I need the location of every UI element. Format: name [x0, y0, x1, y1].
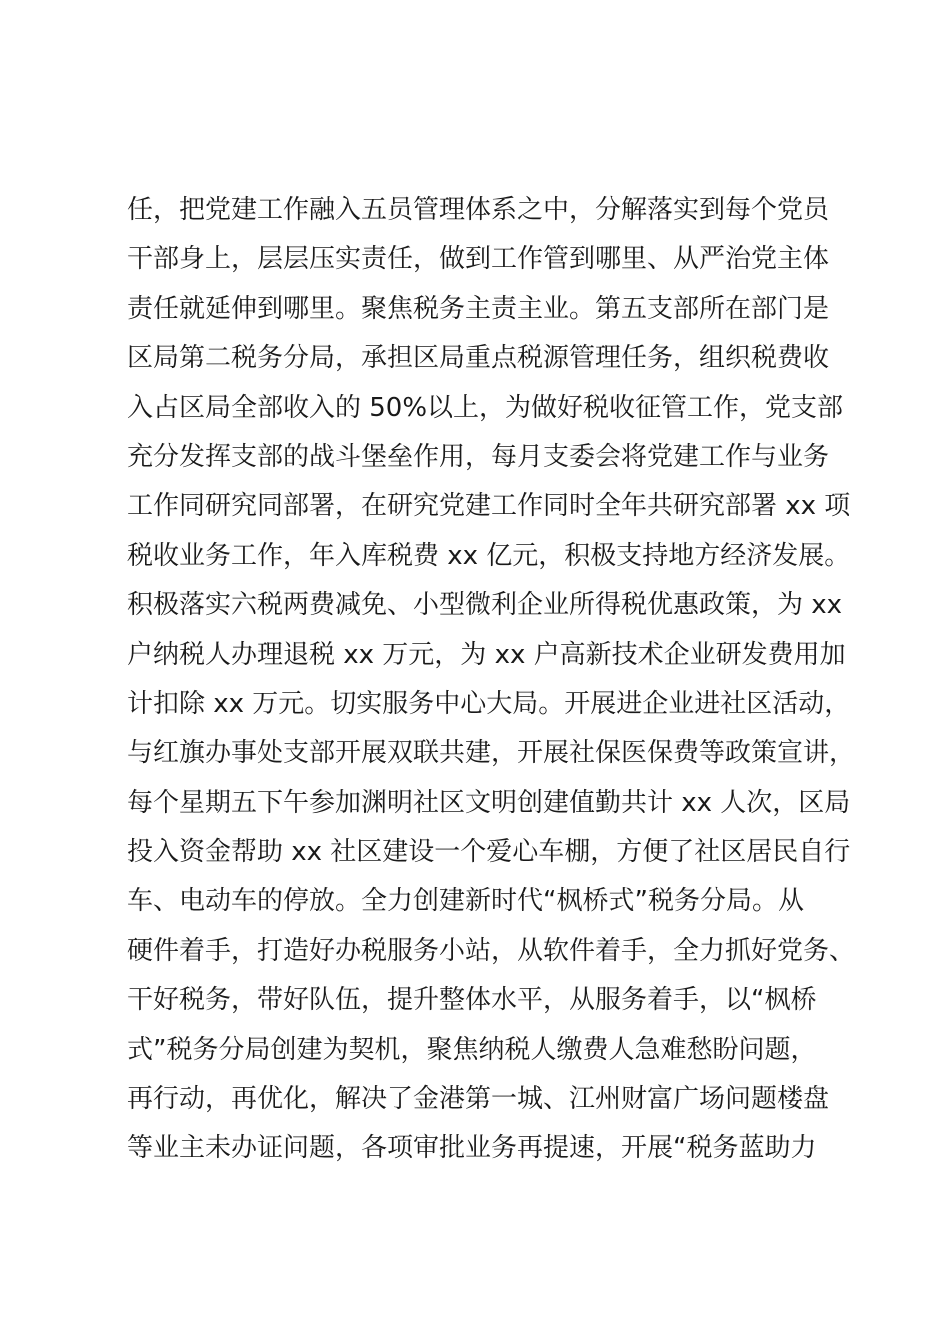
text-line-3: 责任就延伸到哪里。聚焦税务主责主业。第五支部所在部门是 [127, 293, 830, 324]
text-line-14: 投入资金帮助 xx 社区建设一个爱心车棚，方便了社区居民自行 [127, 837, 851, 868]
text-line-9: 积极落实六税两费减免、小型微利企业所得税优惠政策，为 xx [127, 590, 843, 621]
text-line-11: 计扣除 xx 万元。切实服务中心大局。开展进企业进社区活动， [127, 688, 851, 719]
text-line-15: 车、电动车的停放。全力创建新时代“枫桥式”税务分局。从 [127, 886, 804, 917]
text-line-10: 户纳税人办理退税 xx 万元，为 xx 户高新技术企业研发费用加 [127, 639, 846, 670]
text-line-20: 等业主未办证问题，各项审批业务再提速，开展“税务蓝助力 [127, 1133, 817, 1164]
text-line-7: 工作同研究同部署，在研究党建工作同时全年共研究部署 xx 项 [127, 491, 851, 522]
text-line-1: 任，把党建工作融入五员管理体系之中，分解落实到每个党员 [127, 195, 830, 225]
text-line-16: 硬件着手，打造好办税服务小站，从软件着手，全力抓好党务、 [127, 935, 856, 966]
text-line-17: 干好税务，带好队伍，提升整体水平，从服务着手，以“枫桥 [127, 985, 817, 1016]
body-text [127, 186, 867, 1174]
text-line-18: 式”税务分局创建为契机，聚焦纳税人缴费人急难愁盼问题， [127, 1034, 817, 1065]
text-line-19: 再行动，再优化，解决了金港第一城、江州财富广场问题楼盘 [127, 1084, 830, 1115]
text-line-2: 干部身上，层层压实责任，做到工作管到哪里、从严治党主体 [127, 244, 830, 275]
text-line-8: 税收业务工作，年入库税费 xx 亿元，积极支持地方经济发展。 [127, 540, 851, 571]
text-line-5: 入占区局全部收入的 50%以上，为做好税收征管工作，党支部 [127, 392, 844, 423]
text-line-6: 充分发挥支部的战斗堡垒作用，每月支委会将党建工作与业务 [127, 441, 830, 472]
text-line-12: 与红旗办事处支部开展双联共建，开展社保医保费等政策宣讲， [127, 738, 856, 769]
text-line-4: 区局第二税务分局，承担区局重点税源管理任务，组织税费收 [127, 343, 830, 374]
text-line-13: 每个星期五下午参加渊明社区文明创建值勤共计 xx 人次，区局 [127, 787, 851, 818]
